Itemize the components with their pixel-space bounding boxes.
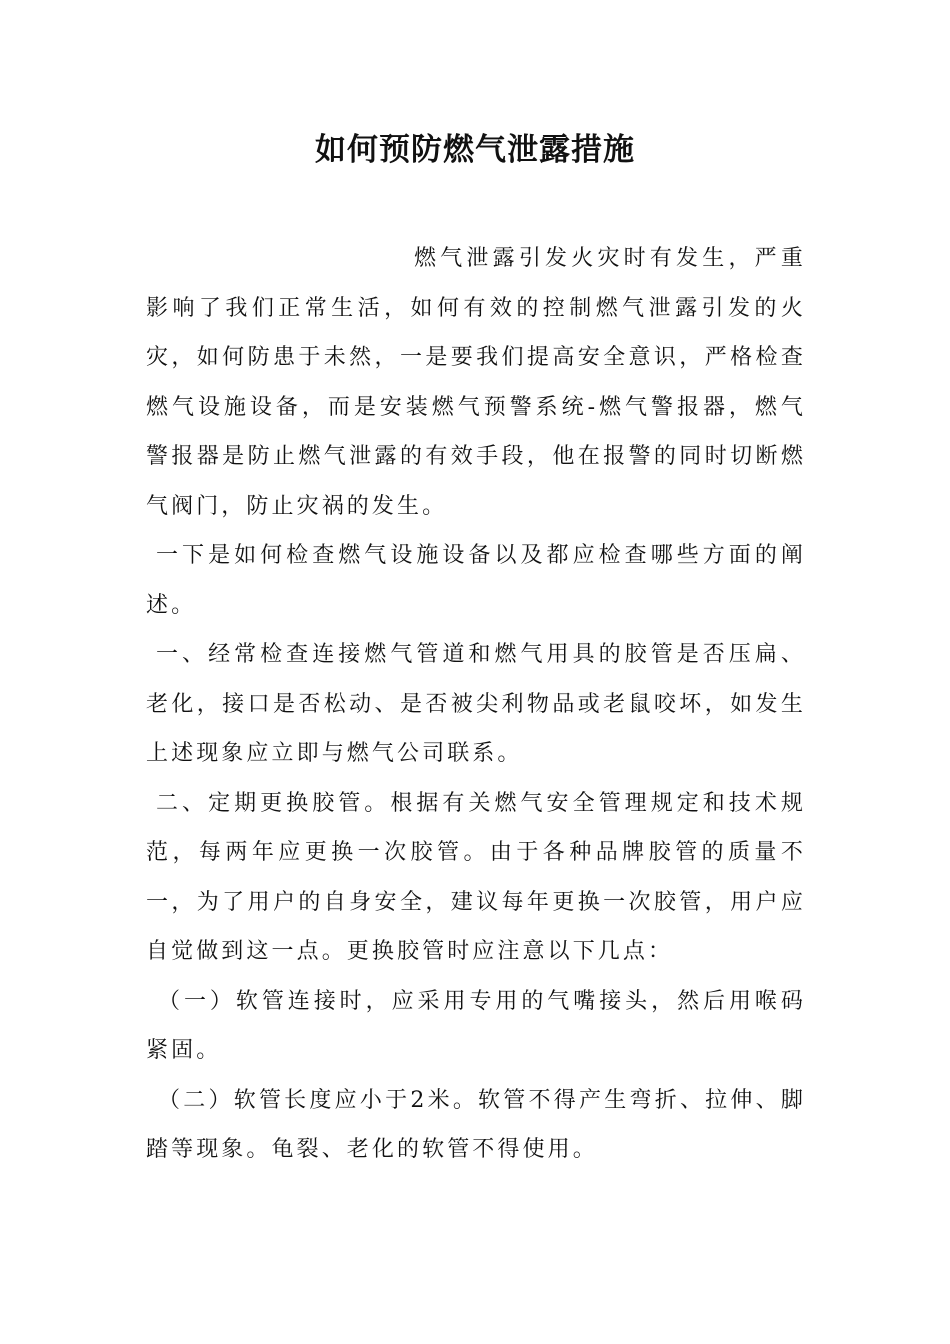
paragraph-subitem-1: （一）软管连接时，应采用专用的气嘴接头，然后用喉码紧固。: [146, 988, 806, 1063]
paragraph-item-2: 二、定期更换胶管。根据有关燃气安全管理规定和技术规范，每两年应更换一次胶管。由于各种品牌胶管的质量不一，为了用户的自身安全，建议每年更换一次胶管，用户应自觉做到这一点。更换胶管时应注意以下几点：: [146, 790, 806, 964]
document-title: 如何预防燃气泄露措施: [315, 132, 635, 168]
paragraph-subitem-2: （二）软管长度应小于2米。软管不得产生弯折、拉伸、脚踏等现象。龟裂、老化的软管不得使用。: [146, 1087, 806, 1162]
paragraph-item-1: 一、经常检查连接燃气管道和燃气用具的胶管是否压扁、老化，接口是否松动、是否被尖利物品或老鼠咬坏，如发生上述现象应立即与燃气公司联系。: [146, 642, 806, 766]
paragraph-overview: 一下是如何检查燃气设施设备以及都应检查哪些方面的阐述。: [146, 543, 806, 618]
paragraph-intro: 燃气泄露引发火灾时有发生，严重影响了我们正常生活，如何有效的控制燃气泄露引发的火灾，如何防患于未然，一是要我们提高安全意识，严格检查燃气设施设备，而是安装燃气预警系统-燃气警报器，燃气警报器是防止燃气泄露的有效手段，他在报警的同时切断燃气阀门，防止灾祸的发生。: [146, 246, 806, 519]
document-body: [146, 234, 806, 1175]
